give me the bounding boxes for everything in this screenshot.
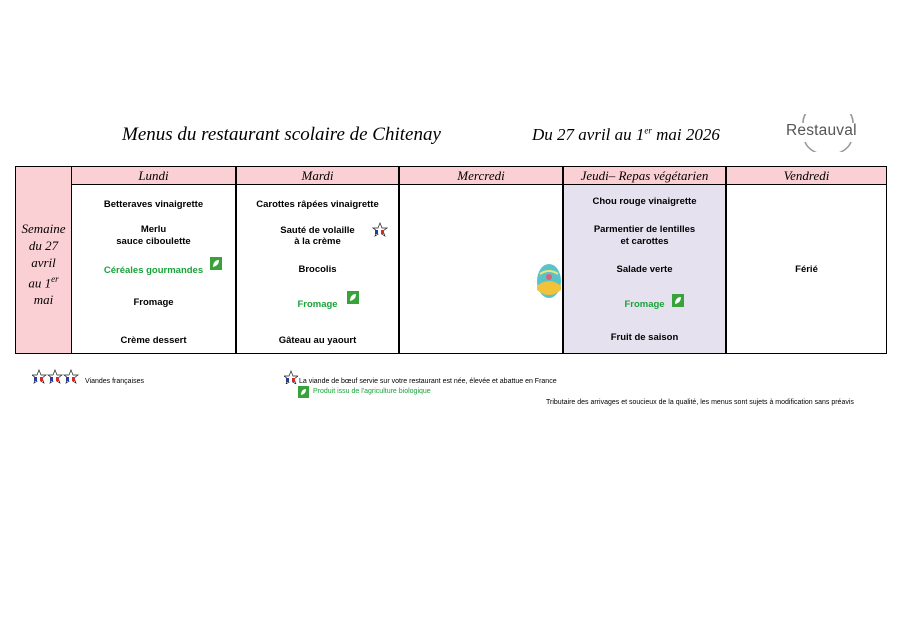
menu-item: Férié [795,264,818,275]
menu-item: Chou rouge vinaigrette [592,196,697,207]
day-column-mercredi [399,167,563,353]
date-range-sup: er [644,125,652,136]
week-line-sup: er [51,274,59,284]
day-column-vendredi [726,167,886,353]
week-label [16,220,71,308]
week-line: avril [31,255,56,270]
week-column [16,167,72,353]
menu-item: Parmentier de lentilles [593,224,696,235]
week-line: mai [33,292,54,308]
day-header: Mercredi [400,167,562,185]
week-line [16,271,71,291]
page-title: Menus du restaurant scolaire de Chitenay [122,124,441,145]
menu-item-text: Céréales gourmandes [103,265,204,276]
menu-item: sauce ciboulette [116,236,191,247]
organic-leaf-icon [210,257,222,270]
menu-item-bio [564,299,725,311]
date-range-prefix: Du 27 avril au 1 [532,125,645,144]
menu-item: à la crème [294,236,341,247]
menu-item-text: Fromage [624,299,665,310]
restauval-logo [783,114,867,152]
legend-bio: Produit issu de l'agriculture biologique [313,388,431,395]
legend-boeuf: La viande de bœuf servie sur votre restaurant est née, élevée et abattue en France [299,378,557,385]
french-meat-icon [372,222,388,237]
menu-item: Merlu [140,224,167,235]
menu-table [15,166,887,354]
day-column-mardi [236,167,399,353]
date-range [532,125,720,145]
legend-viandes-francaises: Viandes françaises [85,378,145,385]
menu-item: Salade verte [616,264,673,275]
day-header: Lundi [72,167,235,185]
french-meat-labels-icon [32,369,80,385]
menu-item: Carottes râpées vinaigrette [256,199,379,210]
menu-item: Crème dessert [120,335,187,346]
day-column-jeudi [563,167,726,353]
menu-item: et carottes [620,236,669,247]
organic-leaf-icon [672,294,684,307]
day-header: Jeudi– Repas végétarien [564,167,725,185]
day-header: Mardi [237,167,398,185]
menu-item: Brocolis [298,264,337,275]
menu-item: Sauté de volaille [280,225,355,236]
menu-item: Gâteau au yaourt [278,335,357,346]
organic-leaf-icon [298,386,309,398]
menu-item-bio [237,299,398,311]
day-header: Vendredi [727,167,886,185]
week-line-text: au 1 [28,275,52,291]
legend-note: Tributaire des arrivages et soucieux de la qualité, les menus sont sujets à modification sans préavis [546,399,854,406]
day-column-lundi [72,167,236,353]
organic-leaf-icon [347,291,359,304]
french-beef-icon [284,370,298,384]
menu-item: Betteraves vinaigrette [103,199,204,210]
menu-item: Fruit de saison [610,332,679,343]
date-range-suffix: mai 2026 [651,125,720,144]
week-line: Semaine [21,221,66,236]
week-line: du 27 [28,238,59,253]
logo-text: Restauval [786,122,857,139]
menu-item: Fromage [133,297,174,308]
easter-egg-icon [535,262,563,300]
menu-item-text: Fromage [297,299,338,310]
menu-item-bio [72,265,235,277]
